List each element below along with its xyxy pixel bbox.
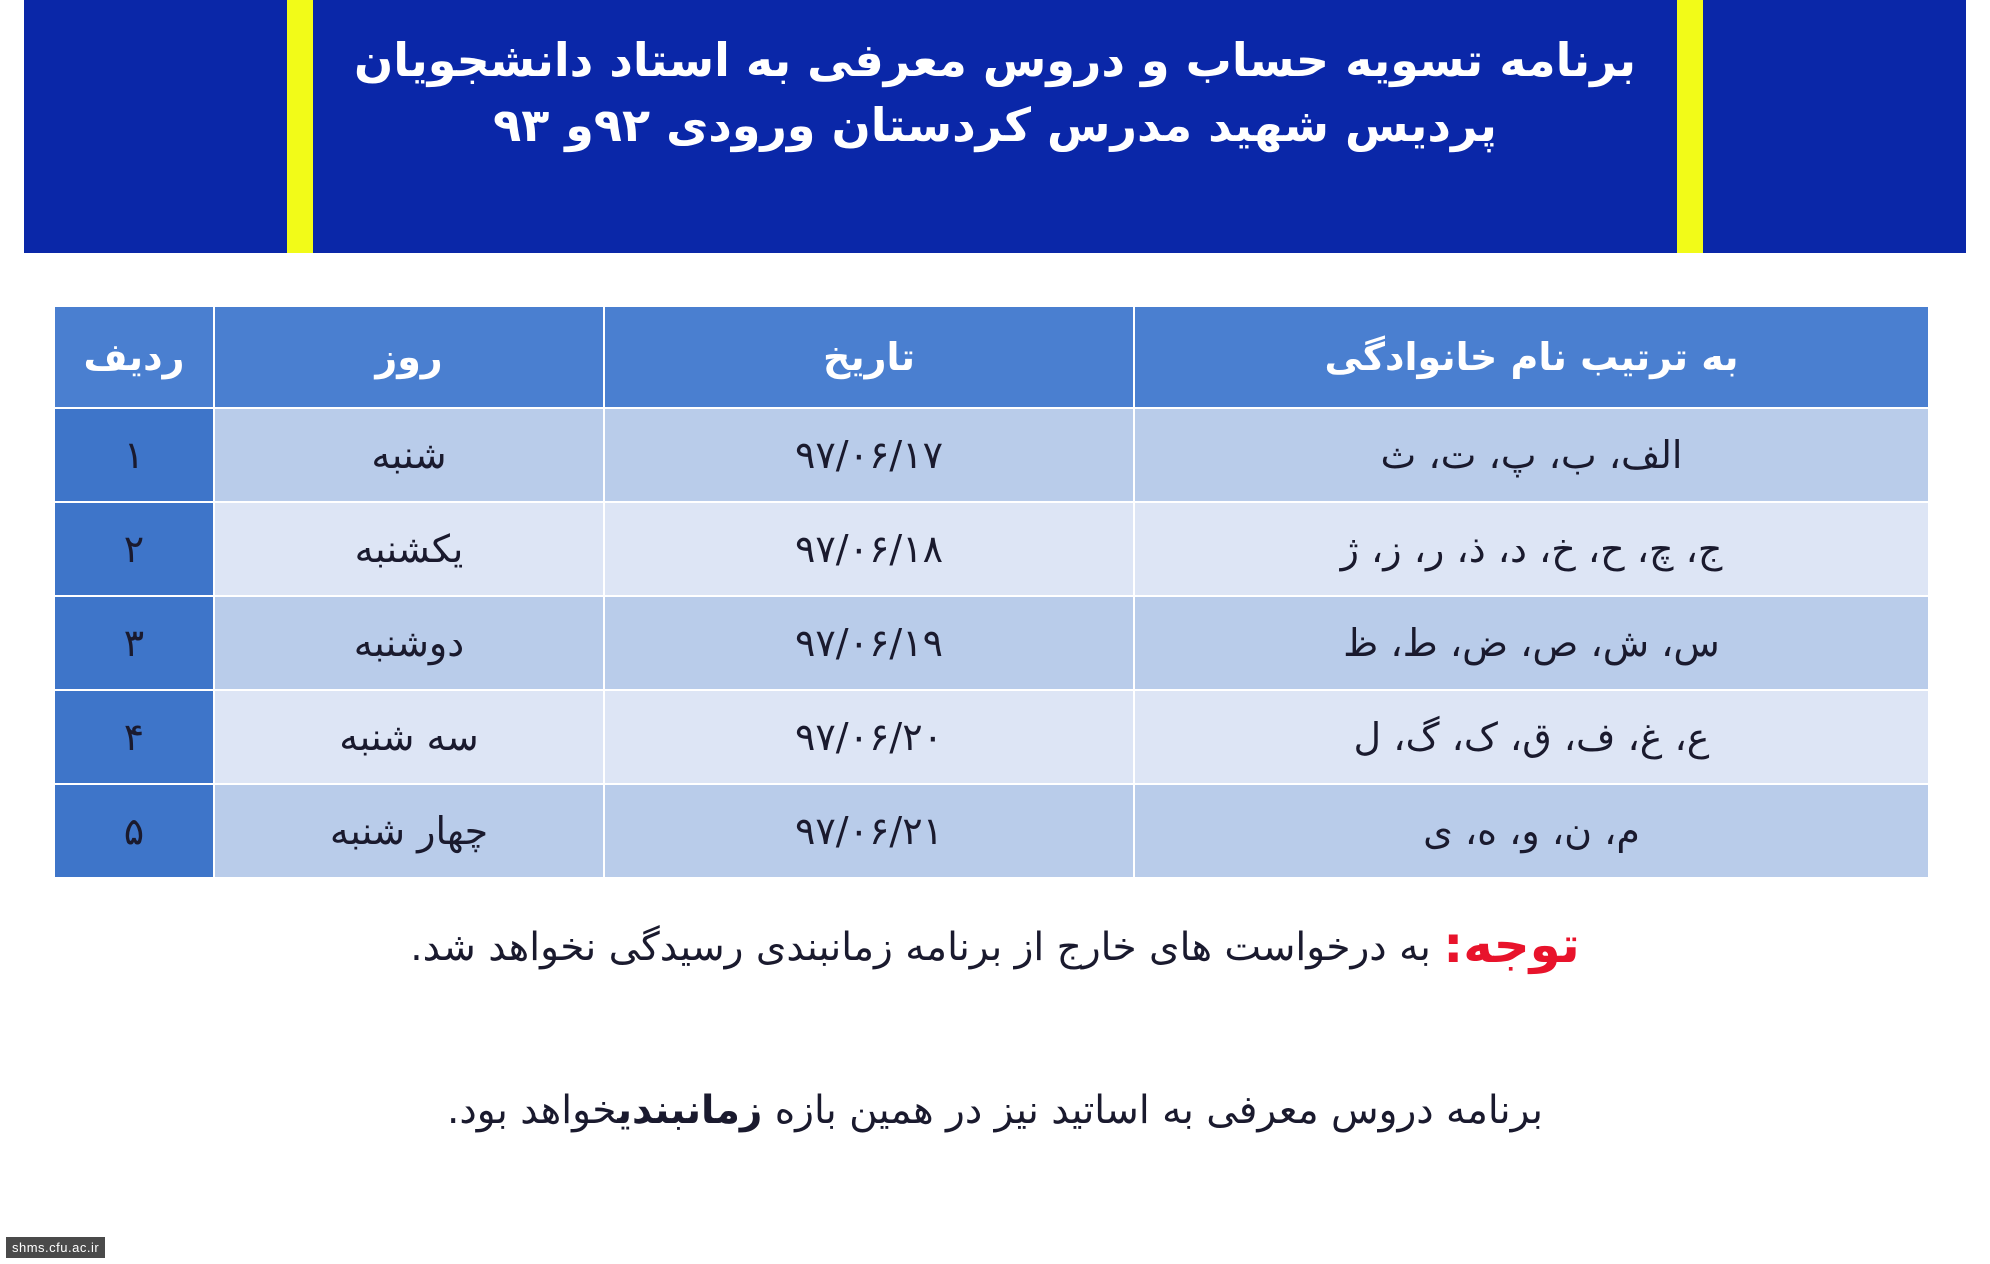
cell-date: ۹۷/۰۶/۱۷ [604, 408, 1134, 502]
secondary-note-suffix: خواهد بود. [447, 1088, 618, 1133]
page-title [330, 28, 1660, 159]
cell-index: ۴ [54, 690, 214, 784]
cell-index: ۱ [54, 408, 214, 502]
cell-names: الف، ب، پ، ت، ث [1134, 408, 1929, 502]
secondary-note-prefix: برنامه دروس معرفی به اساتید نیز در همین بازه [762, 1088, 1543, 1133]
banner-right-edge [1966, 0, 1990, 253]
banner-yellow-stripe-right [1677, 0, 1703, 253]
column-header-index: ردیف [54, 306, 214, 408]
cell-index: ۵ [54, 784, 214, 878]
table-row [54, 784, 1929, 878]
attention-text: به درخواست های خارج از برنامه زمانبندی رسیدگی نخواهد شد. [410, 925, 1431, 970]
cell-date: ۹۷/۰۶/۱۸ [604, 502, 1134, 596]
table-row [54, 408, 1929, 502]
notes-section [60, 905, 1930, 1142]
column-header-names: به ترتیب نام خانوادگی [1134, 306, 1929, 408]
header-banner [0, 0, 1990, 253]
cell-names: ج، چ، ح، خ، د، ذ، ر، ز، ژ [1134, 502, 1929, 596]
cell-day: چهار شنبه [214, 784, 604, 878]
cell-day: شنبه [214, 408, 604, 502]
cell-index: ۲ [54, 502, 214, 596]
table-header-row [54, 306, 1929, 408]
secondary-note-bold: زمانبندی [617, 1088, 763, 1133]
cell-names: م، ن، و، ه، ی [1134, 784, 1929, 878]
cell-day: دوشنبه [214, 596, 604, 690]
attention-note [60, 905, 1930, 985]
cell-names: ع، غ، ف، ق، ک، گ، ل [1134, 690, 1929, 784]
cell-day: سه شنبه [214, 690, 604, 784]
cell-index: ۳ [54, 596, 214, 690]
site-watermark: shms.cfu.ac.ir [6, 1237, 105, 1258]
table-row [54, 596, 1929, 690]
cell-date: ۹۷/۰۶/۱۹ [604, 596, 1134, 690]
cell-date: ۹۷/۰۶/۲۱ [604, 784, 1134, 878]
secondary-note [60, 1080, 1930, 1142]
column-header-date: تاریخ [604, 306, 1134, 408]
page-title-line-1: برنامه تسویه حساب و دروس معرفی به استاد دانشجویان [353, 33, 1637, 87]
cell-date: ۹۷/۰۶/۲۰ [604, 690, 1134, 784]
table-row [54, 502, 1929, 596]
banner-yellow-stripe-left [287, 0, 313, 253]
column-header-day: روز [214, 306, 604, 408]
attention-label: توجه: [1443, 916, 1580, 974]
cell-day: یکشنبه [214, 502, 604, 596]
table-row [54, 690, 1929, 784]
page-title-line-2: پردیس شهید مدرس کردستان ورودی ۹۲و ۹۳ [493, 98, 1497, 153]
schedule-table [53, 305, 1930, 879]
banner-left-edge [0, 0, 24, 253]
cell-names: س، ش، ص، ض، ط، ظ [1134, 596, 1929, 690]
schedule-table-container [55, 305, 1930, 879]
